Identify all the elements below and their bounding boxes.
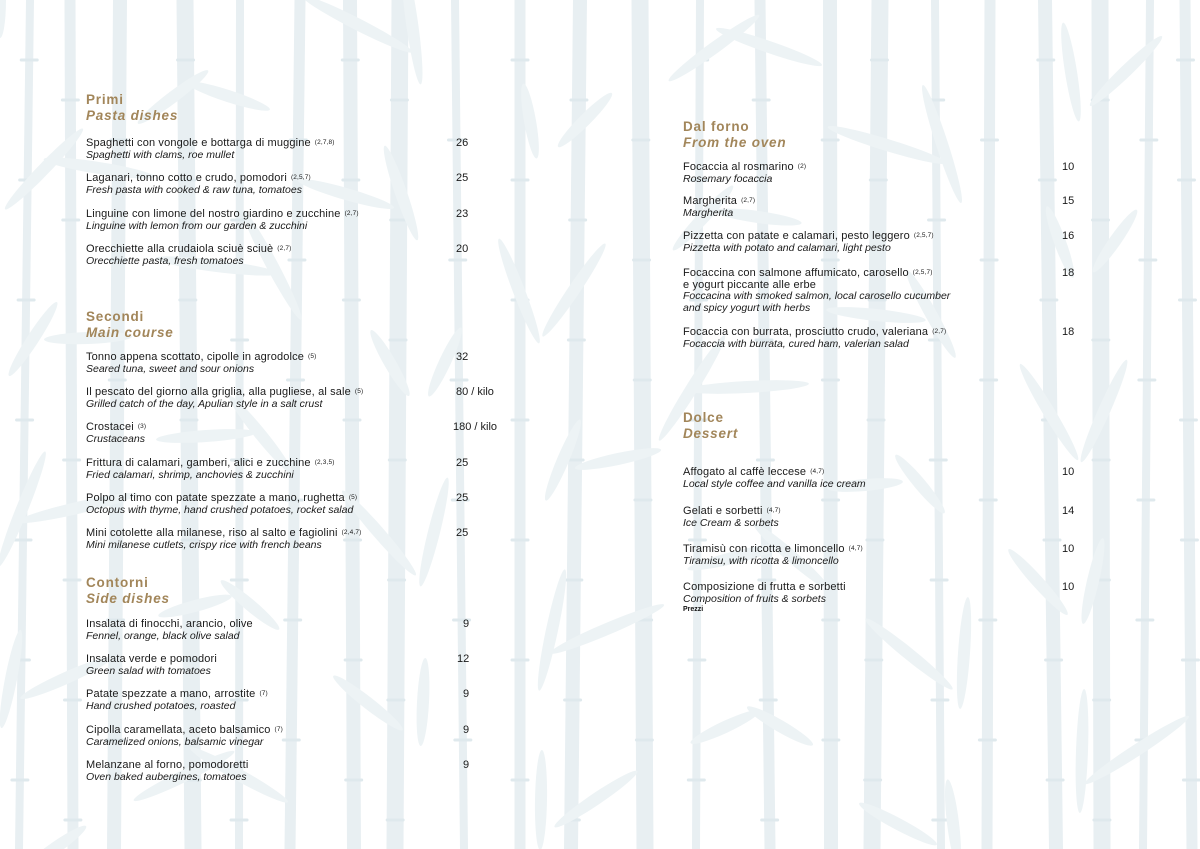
dish-translation: Caramelized onions, balsamic vinegar xyxy=(86,735,264,748)
allergen-ref: (4,7) xyxy=(766,507,781,514)
dish-translation: Crustaceans xyxy=(86,432,145,445)
dish-price: 25 xyxy=(456,492,469,504)
menu-item xyxy=(86,352,506,375)
allergen-ref: (3) xyxy=(137,423,147,430)
dish-name: Insalata di finocchi, arancio, olive xyxy=(86,618,253,630)
dish-name: Pizzetta con patate e calamari, pesto leggero xyxy=(683,230,910,242)
menu-item xyxy=(683,196,1083,219)
allergen-ref: (2,7) xyxy=(344,210,359,217)
allergen-ref: (2,3,5) xyxy=(314,459,335,466)
section-dolce xyxy=(683,410,1083,442)
dish-name: Composizione di frutta e sorbetti xyxy=(683,581,846,593)
menu-item xyxy=(86,387,506,410)
dish-price: 10 xyxy=(1062,161,1075,173)
menu-item xyxy=(86,458,506,481)
dish-translation: Pizzetta with potato and calamari, light pesto xyxy=(683,241,891,254)
dish-price: 9 xyxy=(463,618,470,630)
dish-name: Spaghetti con vongole e bottarga di muggine xyxy=(86,137,311,149)
section-title: Dal forno xyxy=(683,119,750,134)
dish-translation: Focaccia with burrata, cured ham, valerian salad xyxy=(683,337,909,350)
dish-price: 25 xyxy=(456,457,469,469)
menu-item xyxy=(683,162,1083,185)
dish-translation: Fried calamari, shrimp, anchovies & zucchini xyxy=(86,468,294,481)
dish-name: Focaccia al rosmarino xyxy=(683,161,794,173)
menu-item xyxy=(683,467,1083,490)
allergen-ref: (4,7) xyxy=(810,468,825,475)
dish-translation: Margherita xyxy=(683,206,734,219)
menu-item xyxy=(86,173,506,196)
allergen-ref: (7) xyxy=(259,690,268,697)
dish-name: Il pescato del giorno alla griglia, alla pugliese, al sale xyxy=(86,386,351,398)
allergen-ref: (4,7) xyxy=(848,545,863,552)
dish-name: Orecchiette alla crudaiola sciuè sciuè xyxy=(86,243,274,255)
allergen-ref: (2,5,7) xyxy=(290,174,311,181)
dish-price: 10 xyxy=(1062,466,1075,478)
menu-item xyxy=(86,493,506,516)
section-secondi xyxy=(86,309,506,341)
dish-name: Mini cotolette alla milanese, riso al salto e fagiolini xyxy=(86,527,338,539)
section-dal-forno xyxy=(683,119,1083,151)
allergen-ref: (5) xyxy=(348,494,358,501)
dish-name: Laganari, tonno cotto e crudo, pomodori xyxy=(86,172,287,184)
dish-name: Tiramisù con ricotta e limoncello xyxy=(683,543,845,555)
dish-translation: Rosemary focaccia xyxy=(683,172,773,185)
dish-price: 10 xyxy=(1062,543,1075,555)
dish-translation: Composition of fruits & sorbets xyxy=(683,592,826,605)
menu-item xyxy=(86,689,506,712)
dish-name: Crostacei xyxy=(86,421,134,433)
dish-name: Cipolla caramellata, aceto balsamico xyxy=(86,724,271,736)
dish-price: 16 xyxy=(1062,230,1075,242)
dish-name: Affogato al caffè leccese xyxy=(683,466,807,478)
section-subtitle: From the oven xyxy=(683,135,787,150)
section-contorni xyxy=(86,575,506,607)
menu-item xyxy=(86,422,506,445)
dish-translation: Grilled catch of the day, Apulian style in a salt crust xyxy=(86,397,323,410)
menu-item xyxy=(683,327,1083,350)
menu-item xyxy=(683,582,1083,614)
allergen-ref: (2) xyxy=(797,163,807,170)
dish-price: 26 xyxy=(456,137,469,149)
dish-translation: Octopus with thyme, hand crushed potatoes, rocket salad xyxy=(86,503,354,516)
dish-price: 9 xyxy=(463,759,470,771)
dish-price: 23 xyxy=(456,208,469,220)
dish-price: 25 xyxy=(456,172,469,184)
dish-translation: Foccacina with smoked salmon, local carosello cucumber xyxy=(683,290,951,302)
allergen-ref: (2,7) xyxy=(741,197,756,204)
section-primi xyxy=(86,92,506,124)
dish-name: Focaccia con burrata, prosciutto crudo, valeriana xyxy=(683,326,929,338)
menu-item xyxy=(86,209,506,232)
allergen-ref: (2,7) xyxy=(932,328,947,335)
dish-price: 180 / kilo xyxy=(453,421,498,433)
dish-name: Linguine con limone del nostro giardino e zucchine xyxy=(86,208,341,220)
dish-price: 20 xyxy=(456,243,469,255)
menu-item xyxy=(683,506,1083,529)
allergen-ref: (7) xyxy=(274,726,283,733)
menu-item xyxy=(683,544,1083,567)
section-title: Primi xyxy=(86,92,124,107)
menu-item xyxy=(86,725,506,748)
dish-translation: Mini milanese cutlets, crispy rice with french beans xyxy=(86,538,322,551)
section-subtitle: Dessert xyxy=(683,426,739,441)
menu-item xyxy=(86,654,506,677)
menu-item xyxy=(683,268,1083,314)
dish-price: 14 xyxy=(1062,505,1075,517)
dish-translation: Hand crushed potatoes, roasted xyxy=(86,699,236,712)
dish-translation: Fresh pasta with cooked & raw tuna, tomatoes xyxy=(86,183,302,196)
allergen-ref: (2,5,7) xyxy=(913,232,934,239)
dish-price: 32 xyxy=(456,351,469,363)
dish-name-continued: e yogurt piccante alle erbe xyxy=(683,278,817,291)
dish-price: 18 xyxy=(1062,326,1075,338)
menu-item xyxy=(86,528,506,551)
dish-translation: Ice Cream & sorbets xyxy=(683,516,779,529)
dish-translation: Linguine with lemon from our garden & zucchini xyxy=(86,219,308,232)
dish-translation: Green salad with tomatoes xyxy=(86,664,211,677)
menu-item xyxy=(86,760,506,783)
dish-price: 15 xyxy=(1062,195,1075,207)
menu-item xyxy=(86,619,506,642)
dish-price: 25 xyxy=(456,527,469,539)
dish-translation: Oven baked aubergines, tomatoes xyxy=(86,770,247,783)
section-subtitle: Pasta dishes xyxy=(86,108,179,123)
dish-translation: Fennel, orange, black olive salad xyxy=(86,629,240,642)
dish-name: Insalata verde e pomodori xyxy=(86,653,217,665)
dish-price: 12 xyxy=(457,653,470,665)
allergen-ref: (5) xyxy=(354,388,364,395)
dish-translation: Seared tuna, sweet and sour onions xyxy=(86,362,255,375)
prices-note: Prezzi xyxy=(683,606,704,613)
dish-translation: Local style coffee and vanilla ice cream xyxy=(683,477,866,490)
dish-name: Patate spezzate a mano, arrostite xyxy=(86,688,256,700)
menu-item xyxy=(86,138,506,161)
dish-translation: Orecchiette pasta, fresh tomatoes xyxy=(86,254,244,267)
dish-price: 9 xyxy=(463,724,470,736)
section-subtitle: Main course xyxy=(86,325,174,340)
allergen-ref: (5) xyxy=(308,353,317,360)
dish-price: 80 / kilo xyxy=(456,386,494,398)
dish-price: 10 xyxy=(1062,581,1075,593)
allergen-ref: (2,5,7) xyxy=(912,269,933,276)
dish-translation-continued: and spicy yogurt with herbs xyxy=(683,301,811,314)
allergen-ref: (2,7) xyxy=(277,245,292,252)
dish-price: 18 xyxy=(1062,267,1075,279)
menu-item xyxy=(86,244,506,267)
dish-translation: Tiramisu, with ricotta & limoncello xyxy=(683,554,839,567)
dish-name: Focaccina con salmone affumicato, carosello xyxy=(683,267,909,279)
section-title: Dolce xyxy=(683,410,724,425)
section-subtitle: Side dishes xyxy=(86,591,170,606)
dish-name: Polpo al timo con patate spezzate a mano, rughetta xyxy=(86,492,345,504)
dish-name: Tonno appena scottato, cipolle in agrodolce xyxy=(86,351,305,363)
menu-item xyxy=(683,231,1083,254)
dish-price: 9 xyxy=(463,688,470,700)
dish-name: Melanzane al forno, pomodoretti xyxy=(86,759,249,771)
dish-name: Frittura di calamari, gamberi, alici e zucchine xyxy=(86,457,311,469)
allergen-ref: (2,7,8) xyxy=(314,139,335,146)
dish-translation: Spaghetti with clams, roe mullet xyxy=(86,148,235,161)
dish-name: Margherita xyxy=(683,195,738,207)
section-title: Contorni xyxy=(86,575,149,590)
allergen-ref: (2,4,7) xyxy=(341,529,362,536)
section-title: Secondi xyxy=(86,309,145,324)
dish-name: Gelati e sorbetti xyxy=(683,505,763,517)
